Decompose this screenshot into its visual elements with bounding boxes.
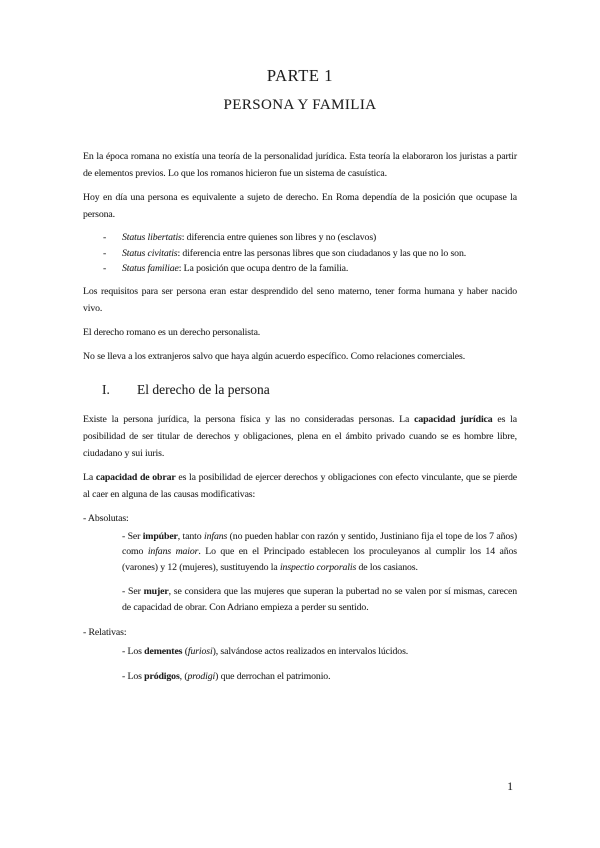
latin-term: infans (203, 530, 228, 542)
paragraph-capacidad-de-obrar (83, 469, 517, 503)
run-text: ), salvándose actos realizados en intervalos lúcidos. (212, 646, 409, 657)
paragraph-impuber (122, 529, 517, 576)
bullet-item-status-civitatis (83, 246, 517, 262)
doc-title: PARTE 1 (266, 66, 334, 85)
latin-term: prodigi (187, 670, 216, 682)
bold-term: capacidad de obrar (95, 471, 176, 483)
heading-number: I. (102, 381, 110, 397)
run-text: , se considera que las mujeres que superan la pubertad no se valen por sí mismas, carecen de capacidad de obrar. Con Adriano empieza a perder su sentido. (122, 586, 517, 613)
latin-term: infans maior (147, 546, 199, 557)
bullet-marker: - (103, 263, 107, 274)
status-bullet-list (83, 230, 517, 277)
latin-term: Status familiae (122, 263, 179, 274)
bold-term: pródigos (144, 670, 180, 682)
run-text: es la posibilidad de ser titular de derechos y obligaciones, plena en el ámbito privado cuando se es hombre libre, ciudadano y sui iuris. (83, 413, 517, 459)
latin-term: furiosi (187, 646, 213, 657)
run-text: ( (182, 646, 188, 657)
bullet-marker: - (103, 232, 107, 243)
run-text: - Los (122, 646, 145, 657)
paragraph-capacidad-juridica (83, 411, 517, 462)
run-text: La (83, 471, 96, 483)
run-text: . Lo que en el Principado establecen los proculeyanos al cumplir los 14 años (varones) y 12 (mujeres), sustituyendo la (122, 546, 517, 573)
latin-term: inspectio corporalis (279, 561, 357, 573)
bullet-rest: : diferencia entre las personas libres que son ciudadanos y las que no lo son. (177, 247, 467, 259)
run-text: , ( (179, 670, 188, 682)
bullet-text (122, 230, 517, 246)
run-text: - Ser (122, 530, 143, 542)
paragraph-dementes (122, 644, 517, 660)
bold-term: mujer (143, 586, 169, 597)
paragraph-teoria-personalidad: En la época romana no existía una teoría de la personalidad jurídica. Esta teoría la elaboraron los juristas a partir de elementos previos. Lo que los romanos hicieron fue un sistema de casuística. (83, 151, 517, 179)
bold-term: capacidad jurídica (414, 413, 493, 425)
bold-term: impúber (142, 530, 178, 542)
run-text: es la posibilidad de ejercer derechos y obligaciones con efecto vinculante, que se pierde al caer en alguna de las causas modificativas: (83, 471, 517, 500)
bullet-item-status-familiae (83, 261, 517, 277)
run-text: de los casianos. (356, 561, 418, 573)
latin-term: Status libertatis (122, 232, 182, 243)
bullet-rest: : diferencia entre quienes son libres y no (esclavos) (181, 232, 377, 243)
paragraph-derecho-personalista: El derecho romano es un derecho personalista. (83, 326, 261, 338)
run-text: - Ser (122, 586, 144, 597)
bullet-text (122, 261, 517, 277)
paragraph-prodigos (122, 669, 517, 685)
paragraph-mujer (122, 584, 517, 615)
bullet-text (122, 246, 517, 262)
label-absolutas: - Absolutas: (83, 512, 129, 524)
run-text: (no pueden hablar con razón y sentido, Justiniano fija el tope de los 7 años) como (122, 530, 517, 557)
bold-term: dementes (144, 646, 183, 657)
bullet-item-status-libertatis (83, 230, 517, 246)
bullet-marker: - (103, 247, 107, 259)
section-heading-derecho-persona (83, 381, 517, 399)
heading-text: El derecho de la persona (137, 381, 270, 397)
doc-subtitle: PERSONA Y FAMILIA (223, 97, 377, 113)
paragraph-requisitos-persona: Los requisitos para ser persona eran estar desprendido del seno materno, tener forma humana y haber nacido vivo. (83, 285, 517, 314)
page-number: 1 (507, 781, 513, 793)
paragraph-sujeto-derecho: Hoy en día una persona es equivalente a sujeto de derecho. En Roma dependía de la posición que ocupase la persona. (83, 192, 517, 220)
label-relativas: - Relativas: (83, 627, 127, 638)
run-text: ) que derrochan el patrimonio. (215, 670, 331, 682)
paragraph-extranjeros: No se lleva a los extranjeros salvo que haya algún acuerdo específico. Como relaciones comerciales. (83, 350, 466, 362)
run-text: Existe la persona jurídica, la persona física y las no consideradas personas. La (83, 413, 415, 425)
run-text: - Los (122, 670, 145, 682)
latin-term: Status civitatis (122, 247, 178, 259)
bullet-rest: : La posición que ocupa dentro de la familia. (178, 263, 349, 274)
run-text: , tanto (177, 530, 204, 542)
